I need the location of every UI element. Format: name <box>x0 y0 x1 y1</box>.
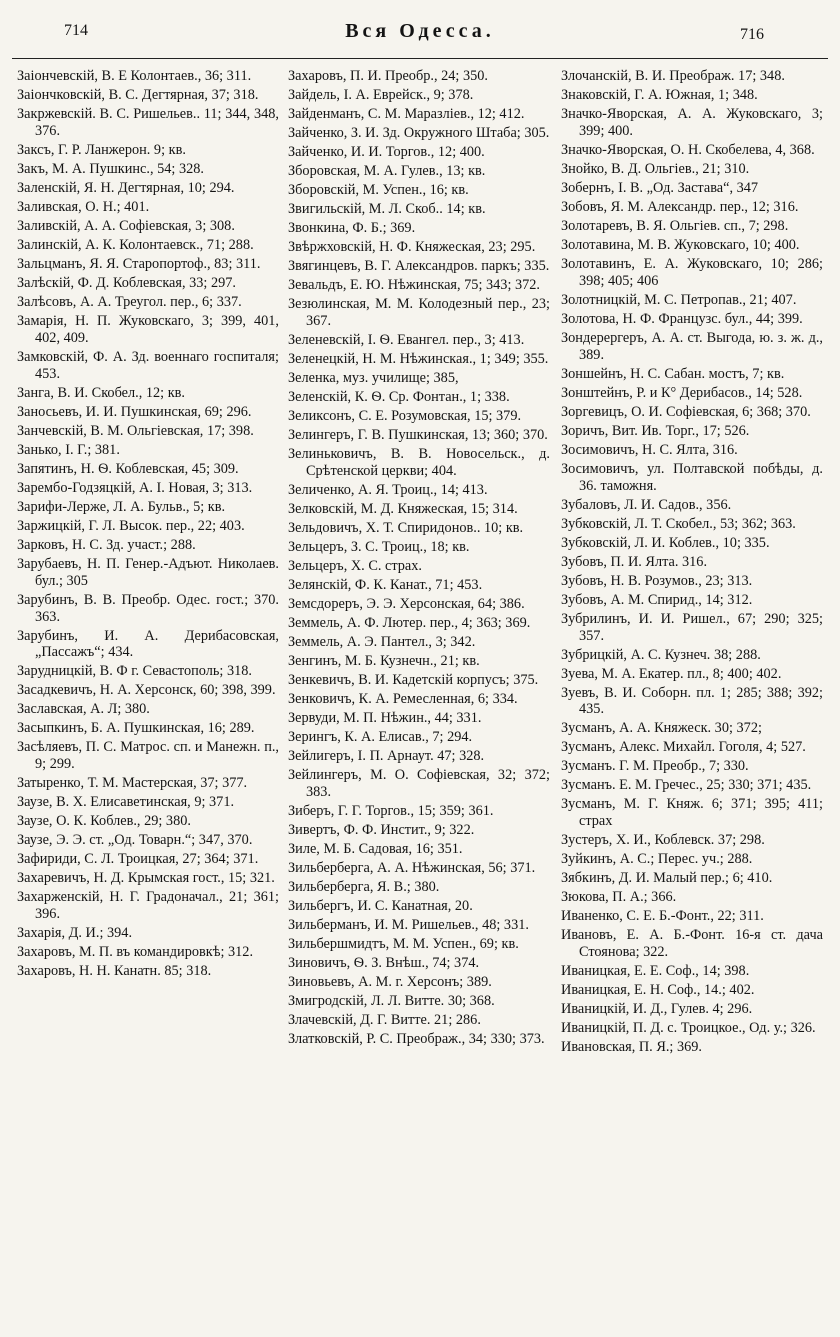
directory-entry: Злачевскій, Д. Г. Витте. 21; 286. <box>288 1011 481 1028</box>
directory-entry: Заславская, А. Л; 380. <box>17 701 150 718</box>
directory-entry: Зусманъ, Алекс. Михайл. Гоголя, 4; 527. <box>561 739 806 756</box>
directory-entry: Земмель, А. Э. Пантел., 3; 342. <box>288 633 476 650</box>
directory-entry: Зарубинъ, И. А. Дерибасовская, „Пассажъ“; 434. <box>17 627 279 661</box>
directory-entry: Зосимовичъ, Н. С. Ялта, 316. <box>561 441 738 458</box>
directory-entry: Зубовъ, А. М. Спирид., 14; 312. <box>561 591 753 608</box>
directory-entry: Захарія, Д. И.; 394. <box>17 925 133 942</box>
header-rule <box>12 58 828 59</box>
directory-entry: Зоричъ, Вит. Ив. Торг., 17; 526. <box>561 422 750 439</box>
directory-entry: Зюкова, П. А.; 366. <box>561 889 677 906</box>
directory-entry: Зубковскій, Л. И. Коблев., 10; 335. <box>561 534 770 551</box>
directory-entry: Зельцеръ, Х. С. страх. <box>288 557 422 574</box>
directory-entry: Зубовъ, П. И. Ялта. 316. <box>561 553 708 570</box>
directory-entry: Заузе, О. К. Коблев., 29; 380. <box>17 813 191 830</box>
directory-entry: Зоншейнъ, Н. С. Сабан. мостъ, 7; кв. <box>561 365 785 382</box>
directory-entry: Засадкевичъ, Н. А. Херсонск, 60; 398, 399. <box>17 682 276 699</box>
directory-entry: Зусманъ, М. Г. Княж. 6; 371; 395; 411; страх <box>561 796 823 830</box>
directory-entry: Зеленка, муз. училище; 385, <box>288 369 459 386</box>
directory-entry: Зиновьевъ, А. М. г. Херсонъ; 389. <box>288 973 492 990</box>
directory-entry: Зайченко, З. И. Зд. Окружного Штаба; 305. <box>288 125 550 141</box>
directory-entry: Замковскій, Ф. А. Зд. военнаго госпиталя; 453. <box>17 348 279 382</box>
directory-entry: Зуйкинъ, А. С.; Перес. уч.; 288. <box>561 851 753 868</box>
directory-entry: Зевальдъ, Е. Ю. Нѣжинская, 75; 343; 372. <box>288 277 541 293</box>
page-number-left: 714 <box>64 22 88 39</box>
directory-entry: Заузе, В. Х. Елисаветинская, 9; 371. <box>17 794 235 811</box>
directory-entry: Зеленевскій, I. Ѳ. Евангел. пер., 3; 413. <box>288 331 525 348</box>
directory-entry: Зайченко, И. И. Торгов., 12; 400. <box>288 144 485 160</box>
directory-entry: Золотавина, М. В. Жуковскаго, 10; 400. <box>561 236 800 253</box>
directory-entry: Захаровъ, М. П. въ командировкѣ; 312. <box>17 944 254 961</box>
directory-entry: Зусманъ. Г. М. Преобр., 7; 330. <box>561 758 749 775</box>
directory-entry: Зеленецкій, Н. М. Нѣжинская., 1; 349; 355. <box>288 350 549 367</box>
directory-entry: Занга, В. И. Скобел., 12; кв. <box>17 384 185 401</box>
directory-entry: Зелковскій, М. Д. Княжеская, 15; 314. <box>288 500 518 517</box>
directory-entry: Зивертъ, Ф. Ф. Инстит., 9; 322. <box>288 821 475 838</box>
directory-entry: Золотаревъ, В. Я. Ольгіев. сп., 7; 298. <box>561 217 789 234</box>
directory-entry: Зондерергеръ, А. А. ст. Выгода, ю. з. ж. д., 389. <box>561 329 823 363</box>
directory-entry: Ивановская, П. Я.; 369. <box>561 1039 702 1056</box>
directory-entry: Зборовская, М. А. Гулев., 13; кв. <box>288 163 486 179</box>
directory-entry: Заносьевъ, И. И. Пушкинская, 69; 296. <box>17 403 252 420</box>
directory-entry: Замарія, Н. П. Жуковскаго, 3; 399, 401, 402, 409. <box>17 312 279 346</box>
directory-entry: Значко-Яворская, О. Н. Скобелева, 4, 368. <box>561 141 815 158</box>
directory-entry: Зелиньковичъ, В. В. Новосельск., д. Срѣтенской церкви; 404. <box>288 445 550 479</box>
directory-entry: Златковскій, Р. С. Преображ., 34; 330; 373. <box>288 1030 545 1047</box>
directory-entry: Зубаловъ, Л. И. Садов., 356. <box>561 496 732 513</box>
directory-entry: Зелингеръ, Г. В. Пушкинская, 13; 360; 370. <box>288 426 548 443</box>
directory-entry: Зборовскій, М. Успен., 16; кв. <box>288 182 469 198</box>
directory-entry: Зуевъ, В. И. Соборн. пл. 1; 285; 388; 392; 435. <box>561 684 823 718</box>
directory-entry: Зильбершмидтъ, М. М. Успен., 69; кв. <box>288 935 519 952</box>
directory-entry: Занько, I. Г.; 381. <box>17 441 120 458</box>
directory-entry: Зиберъ, Г. Г. Торгов., 15; 359; 361. <box>288 802 494 819</box>
directory-entry: Злочанскій, В. И. Преображ. 17; 348. <box>561 68 785 84</box>
directory-entry: Зарифи-Лерже, Л. А. Бульв., 5; кв. <box>17 498 226 515</box>
directory-entry: Закржевскій. В. С. Ришельев.. 11; 344, 348, 376. <box>17 106 279 139</box>
directory-entry: Заленскій, Я. Н. Дегтярная, 10; 294. <box>17 179 235 196</box>
directory-entry: Золотова, Н. Ф. Французс. бул., 44; 399. <box>561 310 803 327</box>
directory-entry: Змигродскій, Л. Л. Витте. 30; 368. <box>288 992 495 1009</box>
directory-entry: Зубковскій, Л. Т. Скобел., 53; 362; 363. <box>561 515 796 532</box>
directory-entry: Закъ, М. А. Пушкинс., 54; 328. <box>17 160 204 177</box>
directory-entry: Зафириди, С. Л. Троицкая, 27; 364; 371. <box>17 851 259 868</box>
directory-entry: Заливская, О. Н.; 401. <box>17 198 150 215</box>
directory-entry: Заржицкій, Г. Л. Высок. пер., 22; 403. <box>17 517 245 534</box>
directory-entry: Заузе, Э. Э. ст. „Од. Товарн.“; 347, 370. <box>17 832 253 849</box>
page-header <box>0 0 840 56</box>
directory-entry: Звѣржховскій, Н. Ф. Княжеская, 23; 295. <box>288 239 536 255</box>
directory-entry: Иваницкая, Е. Н. Соф., 14.; 402. <box>561 982 755 999</box>
directory-entry: Зосимовичъ, ул. Полтавской побѣды, д. 36. таможня. <box>561 460 823 494</box>
directory-entry: Звонкина, Ф. Б.; 369. <box>288 220 416 236</box>
directory-entry: Зейлингеръ, М. О. Софіевская, 32; 372; 383. <box>288 766 550 800</box>
directory-entry: Зенгинъ, М. Б. Кузнечн., 21; кв. <box>288 652 480 669</box>
directory-entry: Зиле, М. Б. Садовая, 16; 351. <box>288 840 463 857</box>
directory-entry: Запятинъ, Н. Ѳ. Коблевская, 45; 309. <box>17 460 239 477</box>
directory-entry: Зуева, М. А. Екатер. пл., 8; 400; 402. <box>561 665 782 682</box>
directory-entry: Зубрилинъ, И. И. Ришел., 67; 290; 325; 357. <box>561 610 823 644</box>
directory-entry: Зильберманъ, И. М. Ришельев., 48; 331. <box>288 916 529 933</box>
directory-entry: Иваницкая, Е. Е. Соф., 14; 398. <box>561 963 750 980</box>
directory-entry: Заіончевскій, В. Е Колонтаев., 36; 311. <box>17 68 252 84</box>
page-number-right: 716 <box>740 26 764 43</box>
directory-entry: Заіончковскій, В. С. Дегтярная, 37; 318. <box>17 87 259 103</box>
directory-entry: Захаровъ, Н. Н. Канатн. 85; 318. <box>17 963 212 980</box>
directory-entry: Иваненко, С. Е. Б.-Фонт., 22; 311. <box>561 908 764 925</box>
directory-entry: Зеленскій, К. Ѳ. Ср. Фонтан., 1; 338. <box>288 388 510 405</box>
directory-entry: Залѣсовъ, А. А. Треугол. пер., 6; 337. <box>17 293 242 310</box>
directory-entry: Золотницкій, М. С. Петропав., 21; 407. <box>561 291 797 308</box>
directory-column-2 <box>288 68 550 1050</box>
directory-entry: Зеликсонъ, С. Е. Розумовская, 15; 379. <box>288 407 522 424</box>
directory-entry: Зоргевицъ, О. И. Софіевская, 6; 368; 370. <box>561 403 811 420</box>
directory-entry: Зарембо-Годзяцкій, А. I. Новая, 3; 313. <box>17 479 253 496</box>
directory-entry: Зельцеръ, З. С. Троиц., 18; кв. <box>288 538 470 555</box>
directory-entry: Залинскій, А. К. Колонтаевск., 71; 288. <box>17 236 254 253</box>
directory-column-3 <box>561 68 823 1058</box>
directory-entry: Зезюлинская, М. М. Колодезный пер., 23; 367. <box>288 296 550 329</box>
directory-entry: Знаковскій, Г. А. Южная, 1; 348. <box>561 87 758 103</box>
directory-entry: Зарковъ, Н. С. Зд. участ.; 288. <box>17 536 196 553</box>
directory-entry: Зустеръ, Х. И., Коблевск. 37; 298. <box>561 832 765 849</box>
directory-entry: Зусманъ. Е. М. Гречес., 25; 330; 371; 435. <box>561 777 812 794</box>
directory-entry: Зарудницкій, В. Ф г. Севастополь; 318. <box>17 663 252 680</box>
directory-entry: Зенковичъ, К. А. Ремесленная, 6; 334. <box>288 690 518 707</box>
directory-entry: Захаревичъ, Н. Д. Крымская гост., 15; 321. <box>17 870 275 887</box>
directory-entry: Зусманъ, А. А. Княжеск. 30; 372; <box>561 720 762 737</box>
directory-entry: Зенкевичъ, В. И. Кадетскій корпусъ; 375. <box>288 671 539 688</box>
directory-entry: Земмель, А. Ф. Лютер. пер., 4; 363; 369. <box>288 614 531 631</box>
directory-entry: Зельдовичъ, Х. Т. Спиридонов.. 10; кв. <box>288 519 524 536</box>
directory-entry: Золотавинъ, Е. А. Жуковскаго, 10; 286; 398; 405; 406 <box>561 255 823 289</box>
directory-entry: Захаровъ, П. И. Преобр., 24; 350. <box>288 68 488 84</box>
directory-entry: Зильберберга, А. А. Нѣжинская, 56; 371. <box>288 859 536 876</box>
directory-entry: Засыпкинъ, Б. А. Пушкинская, 16; 289. <box>17 720 255 737</box>
directory-entry: Занчевскій, В. М. Ольгіевская, 17; 398. <box>17 422 254 439</box>
directory-entry: Затыренко, Т. М. Мастерская, 37; 377. <box>17 775 248 792</box>
directory-entry: Зервуди, М. П. Нѣжин., 44; 331. <box>288 709 482 726</box>
directory-entry: Залѣскій, Ф. Д. Коблевская, 33; 297. <box>17 274 236 291</box>
directory-entry: Иваницкій, И. Д., Гулев. 4; 296. <box>561 1001 753 1018</box>
directory-entry: Заливскій, А. А. Софіевская, 3; 308. <box>17 217 235 234</box>
directory-entry: Звигильскій, М. Л. Скоб.. 14; кв. <box>288 201 486 217</box>
directory-entry: Значко-Яворская, А. А. Жуковскаго, 3; 399; 400. <box>561 106 823 139</box>
directory-entry: Захарженскій, Н. Г. Градоначал., 21; 361; 396. <box>17 889 279 923</box>
page-title: Вся Одесса. <box>345 20 495 42</box>
directory-column-1 <box>17 68 279 982</box>
directory-entry: Засѣляевъ, П. С. Матрос. сп. и Манежн. п., 9; 299. <box>17 739 279 773</box>
directory-entry: Зеличенко, А. Я. Троиц., 14; 413. <box>288 481 488 498</box>
directory-entry: Зубрицкій, А. С. Кузнеч. 38; 288. <box>561 646 761 663</box>
directory-entry: Зарубинъ, В. В. Преобр. Одес. гост.; 370. 363. <box>17 591 279 625</box>
directory-entry: Зейлигеръ, I. П. Арнаут. 47; 328. <box>288 747 485 764</box>
directory-entry: Иваницкій, П. Д. с. Троицкое., Од. у.; 326. <box>561 1020 816 1037</box>
directory-entry: Зайдель, I. А. Еврейск., 9; 378. <box>288 87 474 103</box>
directory-entry: Знойко, В. Д. Ольгіев., 21; 310. <box>561 160 750 177</box>
directory-entry: Зильбергъ, И. С. Канатная, 20. <box>288 897 473 914</box>
directory-entry: Зильберберга, Я. В.; 380. <box>288 878 440 895</box>
directory-entry: Зелянскій, Ф. К. Канат., 71; 453. <box>288 576 483 593</box>
directory-entry: Зарубаевъ, Н. П. Генер.-Адъют. Николаев. бул.; 305 <box>17 555 279 589</box>
directory-entry: Зонштейнъ, Р. и К° Дерибасов., 14; 528. <box>561 384 803 401</box>
directory-entry: Ивановъ, Е. А. Б.-Фонт. 16-я ст. дача Стоянова; 322. <box>561 927 823 961</box>
directory-entry: Зобернъ, I. В. „Од. Застава“, 347 <box>561 179 759 196</box>
directory-entry: Зайденманъ, С. М. Маразліев., 12; 412. <box>288 106 525 122</box>
directory-entry: Зубовъ, Н. В. Розумов., 23; 313. <box>561 572 753 589</box>
directory-entry: Зальцманъ, Я. Я. Старопортоф., 83; 311. <box>17 255 261 272</box>
directory-entry: Зобовъ, Я. М. Александр. пер., 12; 316. <box>561 198 799 215</box>
directory-entry: Зиновичъ, Ѳ. З. Внѣш., 74; 374. <box>288 954 480 971</box>
directory-entry: Зерингъ, К. А. Елисав., 7; 294. <box>288 728 473 745</box>
directory-entry: Зябкинъ, Д. И. Малый пер.; 6; 410. <box>561 870 773 887</box>
directory-entry: Звягинцевъ, В. Г. Александров. паркъ; 335. <box>288 258 550 274</box>
directory-entry: Заксъ, Г. Р. Ланжерон. 9; кв. <box>17 141 186 158</box>
directory-entry: Земсдореръ, Э. Э. Херсонская, 64; 386. <box>288 595 525 612</box>
